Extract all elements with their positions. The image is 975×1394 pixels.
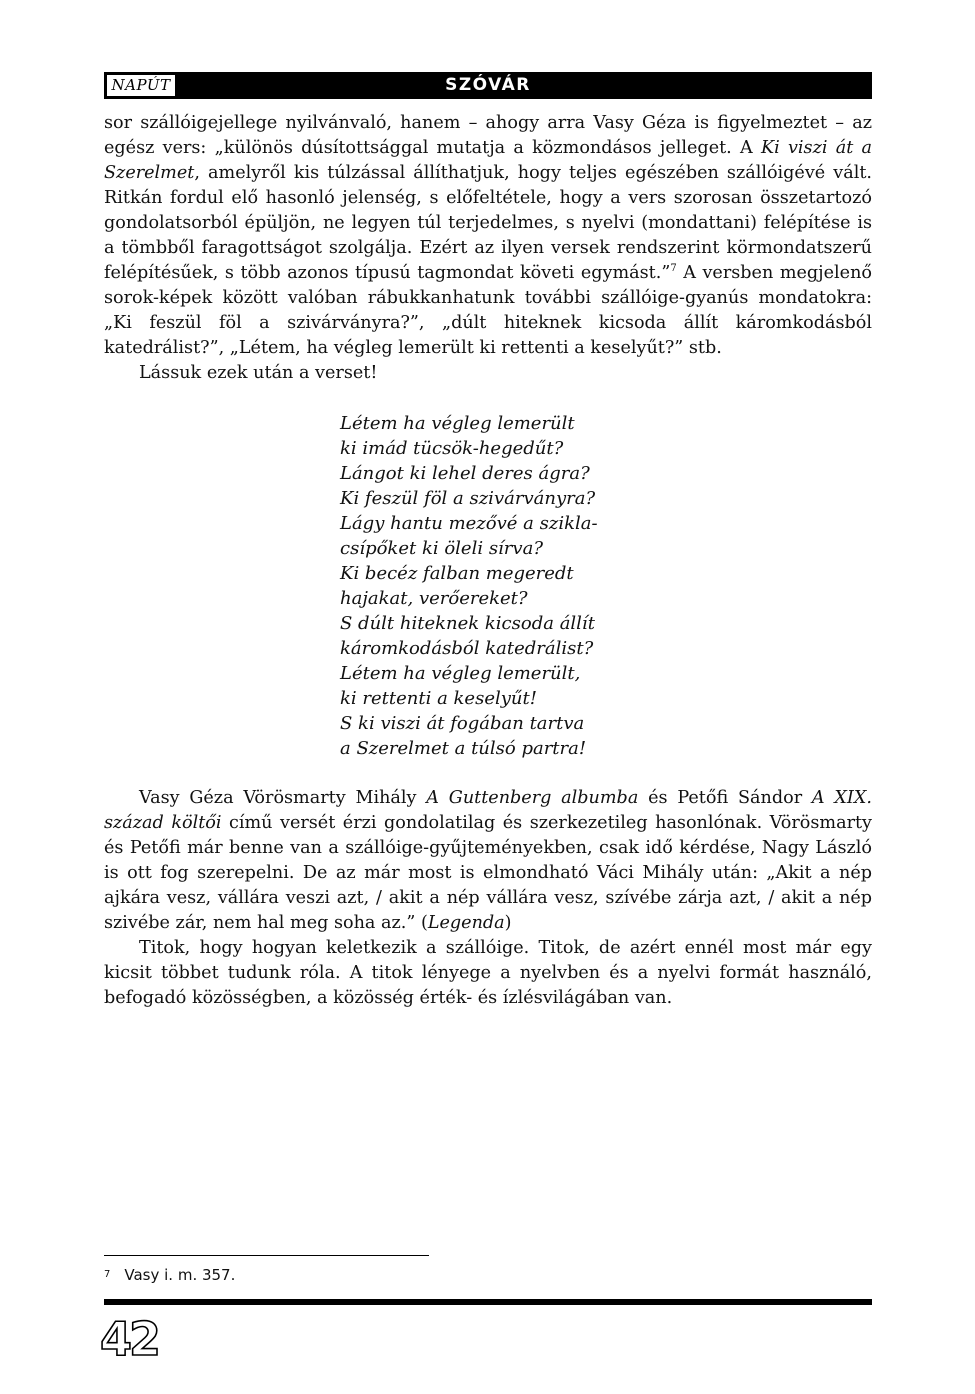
page-number: 42 <box>100 1312 159 1366</box>
footnote-divider <box>104 1255 429 1256</box>
poem-line: S dúlt hiteknek kicsoda állít <box>340 613 595 634</box>
poem <box>340 411 872 761</box>
paragraph-2: Lássuk ezek után a verset! <box>139 363 378 383</box>
section-title: SZÓVÁR <box>445 75 531 95</box>
poem-line: Lángot ki lehel deres ágra? <box>340 463 590 484</box>
footnote <box>104 1265 235 1285</box>
footer-rule <box>104 1299 872 1305</box>
footnote-text: Vasy i. m. 357. <box>124 1266 236 1284</box>
poem-line: Létem ha végleg lemerült <box>340 413 575 434</box>
journal-logo: NAPÚT <box>106 74 176 97</box>
poem-line: S ki viszi át fogában tartva <box>340 713 585 734</box>
footnote-number: 7 <box>104 1269 111 1280</box>
paragraph-1: sor szállóigejellege nyilvánvaló, hanem – ahogy arra Vasy Géza is figyelmeztet – az egész vers: „különös dúsítottsággal mutatja a közmondásos jelleget. A Ki viszi át a Szerelmet, amelyről kis túlzással állíthatjuk, hogy teljes egészében szállóigévé vált. Ritkán fordul elő hasonló jelenség, s előfeltétele, hogy a vers szorosan összetartozó gondolatsorból épüljön, ne legyen túl terjedelmes, s nyelvi (mondattani) felépítése is a tömbből faragottságot szolgálja. Ezért az ilyen versek rendszerint körmondatszerű felépítésűek, s több azonos típusú tagmondat követi egymást.”$^7$ A versben megjelenő sorok-képek között valóban rábukkanhatunk további szállóige-gyanús mondatokra: „Ki feszül föl a szivárványra?”, „dúlt hiteknek kicsoda állít káromkodásból katedrálist?”, „Létem, ha végleg lemerült ki rettenti a keselyűt?” stb. <box>104 113 873 358</box>
work-title: Legenda <box>427 913 505 933</box>
work-title: Ki viszi át a Szerelmet <box>104 138 873 183</box>
footnote-reference[interactable]: 7 <box>670 263 677 275</box>
poem-line: a Szerelmet a túlsó partra! <box>340 738 587 759</box>
poem-line: csípőket ki öleli sírva? <box>340 538 543 559</box>
paragraph-3: Vasy Géza Vörösmarty Mihály A Guttenberg albumba és Petőfi Sándor A XIX. század költői című versét érzi gondolatilag és szerkezetileg hasonlónak. Vörösmarty és Petőfi már benne van a szállóige-gyűjteményekben, csak idő kérdése, Nagy László is ott fog szerepelni. De az már most is elmondható Váci Mihály után: „Akit a nép ajkára vesz, vállára veszi azt, / akit a nép vállára vesz, szívébe zárja azt, / akit a nép szivébe zár, nem hal meg soha az.” (Legenda) <box>104 788 872 933</box>
work-title: A XIX. század költői <box>104 788 872 833</box>
poem-line: Lágy hantu mezővé a szikla- <box>340 513 598 534</box>
poem-line: ki rettenti a keselyűt! <box>340 688 537 709</box>
poem-line: Ki feszül föl a szivárványra? <box>340 488 596 509</box>
article-body <box>104 111 872 1011</box>
poem-line: Létem ha végleg lemerült, <box>340 663 581 684</box>
running-header <box>104 72 872 99</box>
work-title: A Guttenberg albumba <box>426 788 639 808</box>
paragraph-4: Titok, hogy hogyan keletkezik a szállóige. Titok, de azért ennél most már egy kicsit többet tudunk róla. A titok lényege a nyelvben és a nyelvi formát használó, befogadó közösségben, a közösség érték- és ízlésvilágában van. <box>104 938 872 1008</box>
poem-line: Ki becéz falban megeredt <box>340 563 574 584</box>
poem-line: ki imád tücsök-hegedűt? <box>340 438 564 459</box>
poem-line: hajakat, verőereket? <box>340 588 528 609</box>
poem-line: káromkodásból katedrálist? <box>340 638 594 659</box>
